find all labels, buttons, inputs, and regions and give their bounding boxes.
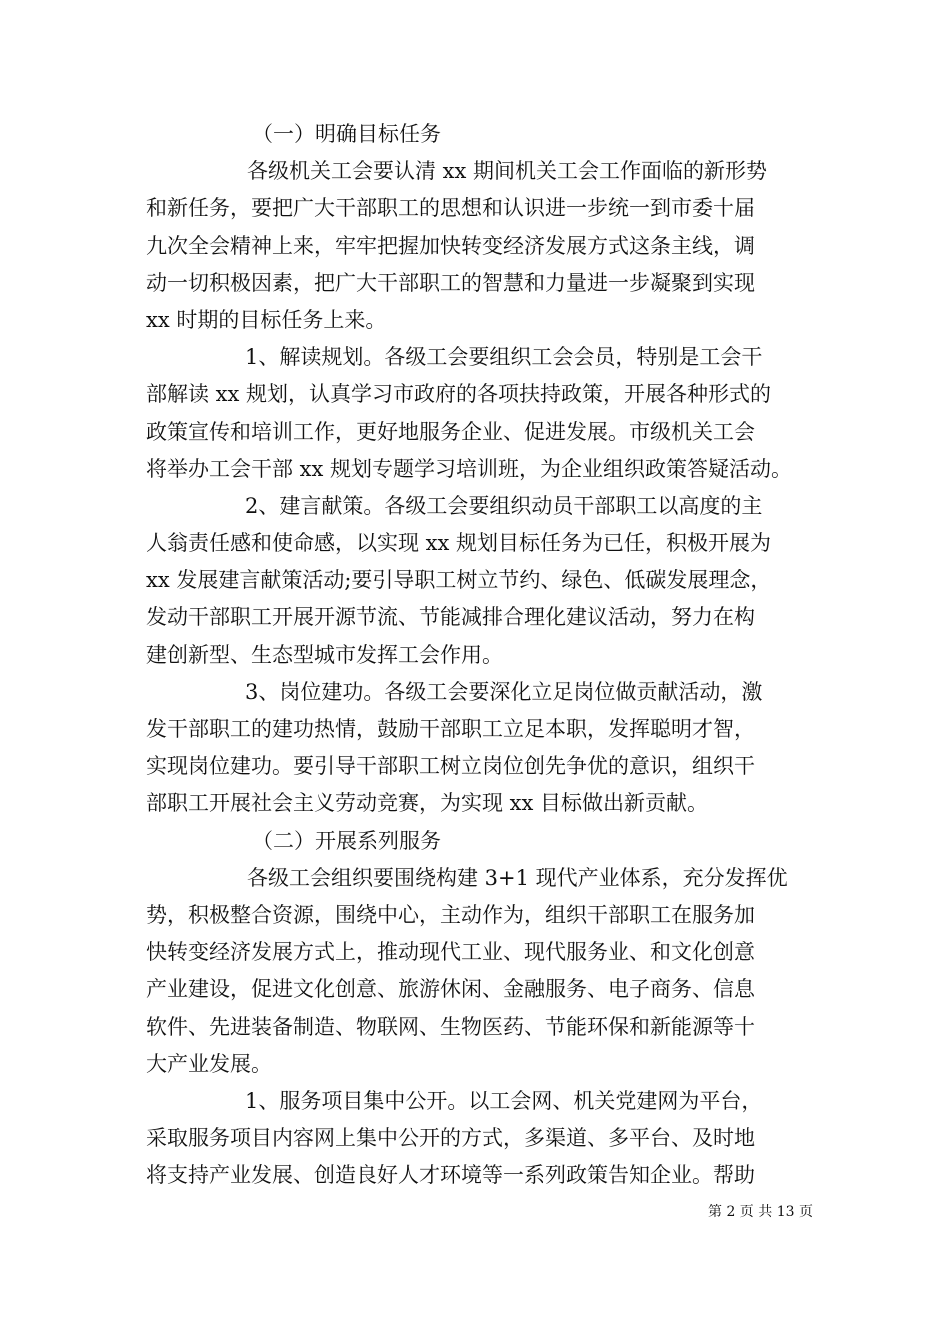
paragraph-line: 九次全会精神上来，牢牢把握加快转变经济发展方式这条主线，调 — [146, 233, 755, 258]
paragraph-line: 各级工会组织要围绕构建 3+1 现代产业体系，充分发挥优 — [247, 865, 788, 890]
paragraph-line: 部解读 xx 规划，认真学习市政府的各项扶持政策，开展各种形式的 — [146, 382, 772, 407]
paragraph-line: 1、服务项目集中公开。以工会网、机关党建网为平台， — [245, 1088, 763, 1113]
paragraph-line: xx 发展建言献策活动;要引导职工树立节约、绿色、低碳发展理念， — [146, 568, 772, 593]
paragraph-line: xx 时期的目标任务上来。 — [146, 307, 387, 332]
paragraph-line: 发干部职工的建功热情，鼓励干部职工立足本职，发挥聪明才智， — [146, 717, 755, 741]
paragraph-line: 各级机关工会要认清 xx 期间机关工会工作面临的新形势 — [247, 159, 768, 184]
paragraph-line: 动一切积极因素，把广大干部职工的智慧和力量进一步凝聚到实现 — [146, 270, 755, 295]
paragraph-line: 将举办工会干部 xx 规划专题学习培训班，为企业组织政策答疑活动。 — [146, 456, 793, 481]
paragraph-line: 发动干部职工开展开源节流、节能减排合理化建议活动，努力在构 — [146, 605, 755, 630]
paragraph-line: 软件、先进装备制造、物联网、生物医药、节能环保和新能源等十 — [146, 1014, 755, 1039]
page-number-footer: 第 2 页 共 13 页 — [708, 1204, 813, 1220]
section-heading: （二）开展系列服务 — [252, 828, 441, 853]
paragraph-line: 实现岗位建功。要引导干部职工树立岗位创先争优的意识，组织干 — [146, 754, 755, 779]
paragraph-line: 势，积极整合资源，围绕中心，主动作为，组织干部职工在服务加 — [146, 902, 755, 927]
paragraph-line: 政策宣传和培训工作，更好地服务企业、促进发展。市级机关工会 — [146, 419, 755, 444]
section-heading: （一）明确目标任务 — [252, 122, 441, 146]
paragraph-line: 1、解读规划。各级工会要组织工会会员，特别是工会干 — [245, 345, 763, 370]
paragraph-line: 采取服务项目内容网上集中公开的方式，多渠道、多平台、及时地 — [146, 1126, 755, 1151]
paragraph-line: 将支持产业发展、创造良好人才环境等一系列政策告知企业。帮助 — [146, 1163, 755, 1188]
paragraph-line: 大产业发展。 — [146, 1051, 272, 1076]
paragraph-line: 2、建言献策。各级工会要组织动员干部职工以高度的主 — [245, 493, 763, 518]
paragraph-line: 人翁责任感和使命感，以实现 xx 规划目标任务为已任，积极开展为 — [146, 531, 772, 556]
paragraph-line: 产业建设，促进文化创意、旅游休闲、金融服务、电子商务、信息 — [146, 977, 755, 1002]
document-body — [146, 116, 810, 1194]
paragraph-line: 建创新型、生态型城市发挥工会作用。 — [146, 642, 503, 667]
paragraph-line: 快转变经济发展方式上，推动现代工业、现代服务业、和文化创意 — [146, 940, 755, 965]
paragraph-line: 和新任务，要把广大干部职工的思想和认识进一步统一到市委十届 — [146, 196, 755, 221]
paragraph-line: 3、岗位建功。各级工会要深化立足岗位做贡献活动，激 — [245, 679, 763, 704]
paragraph-line: 部职工开展社会主义劳动竞赛，为实现 xx 目标做出新贡献。 — [146, 791, 709, 816]
